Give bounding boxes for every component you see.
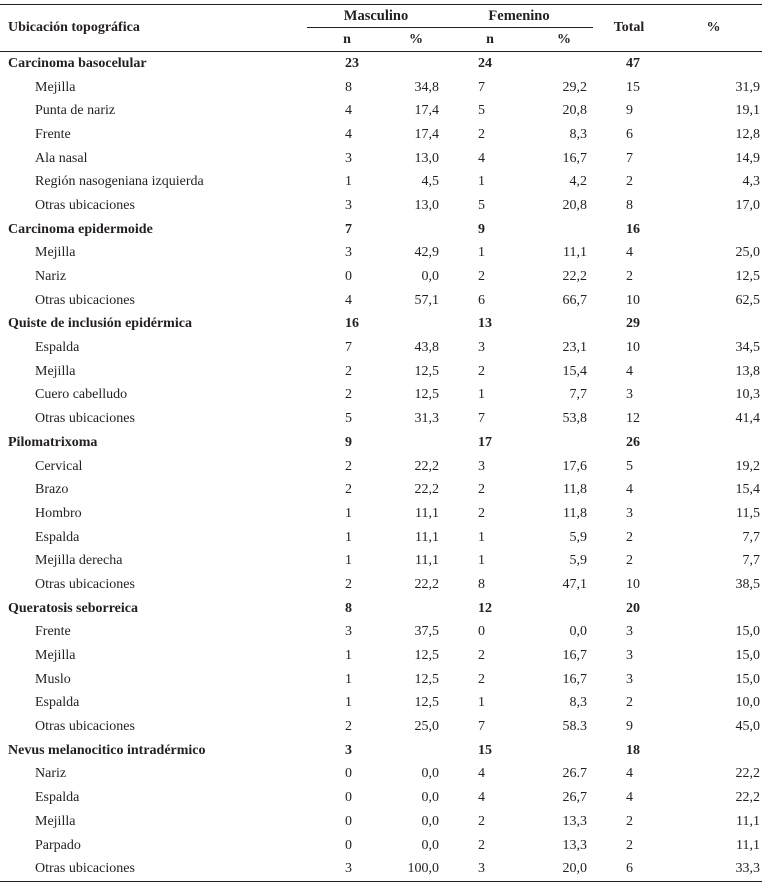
total-n-cell: 9 bbox=[626, 719, 634, 735]
total-n-cell: 2 bbox=[626, 529, 634, 545]
total-n-cell: 3 bbox=[626, 624, 634, 640]
total-pct-cell: 12,5 bbox=[735, 269, 761, 285]
header-location: Ubicación topográfica bbox=[0, 5, 307, 52]
female-n-cell: 1 bbox=[478, 553, 486, 569]
female-pct-cell: 26.7 bbox=[562, 766, 588, 782]
female-pct-cell: 5,9 bbox=[569, 529, 588, 545]
male-n-cell: 0 bbox=[345, 813, 352, 829]
female-n-cell: 1 bbox=[478, 387, 486, 403]
location-cell: Hombro bbox=[35, 505, 82, 521]
total-n-cell: 6 bbox=[593, 857, 665, 881]
table-row bbox=[0, 170, 762, 194]
header-female-pct: % bbox=[535, 28, 593, 52]
location-cell: Espalda bbox=[35, 340, 80, 356]
group-total-pct bbox=[665, 52, 762, 76]
header-female: Femenino bbox=[445, 5, 593, 28]
male-pct-cell: 34,8 bbox=[414, 79, 440, 95]
group-total: 26 bbox=[626, 434, 641, 450]
location-cell: Otras ubicaciones bbox=[35, 197, 135, 213]
location-cell: Otras ubicaciones bbox=[35, 292, 135, 308]
header-female-n: n bbox=[445, 28, 535, 52]
female-n-cell: 3 bbox=[478, 458, 486, 474]
group-total: 29 bbox=[626, 316, 641, 332]
group-total-pct bbox=[665, 431, 762, 455]
male-pct-cell: 22,2 bbox=[414, 576, 440, 592]
location-cell: Otras ubicaciones bbox=[35, 719, 135, 735]
total-n-cell: 8 bbox=[626, 197, 634, 213]
header-percent: % bbox=[665, 5, 762, 52]
table-row bbox=[0, 265, 762, 289]
male-n-cell: 3 bbox=[345, 624, 352, 640]
male-n-cell: 1 bbox=[345, 505, 352, 521]
male-n-cell: 2 bbox=[345, 482, 352, 498]
total-pct-cell: 10,0 bbox=[735, 695, 761, 711]
male-pct-cell: 100,0 bbox=[387, 857, 445, 881]
male-n-cell: 2 bbox=[345, 576, 352, 592]
female-pct-cell: 4,2 bbox=[569, 174, 588, 190]
female-pct-cell: 15,4 bbox=[562, 363, 588, 379]
group-female-pct bbox=[535, 52, 593, 76]
header-male: Masculino bbox=[307, 5, 445, 28]
group-row bbox=[0, 52, 762, 76]
male-n-cell: 2 bbox=[345, 387, 352, 403]
table-row bbox=[0, 621, 762, 645]
female-pct-cell: 20,8 bbox=[562, 197, 588, 213]
female-n-cell: 2 bbox=[478, 813, 486, 829]
group-name: Nevus melanocitico intradérmico bbox=[8, 742, 206, 758]
group-male-n: 7 bbox=[345, 221, 352, 237]
female-n-cell: 8 bbox=[478, 576, 486, 592]
female-n-cell: 2 bbox=[478, 363, 486, 379]
location-cell: Cervical bbox=[35, 458, 83, 474]
female-n-cell: 2 bbox=[478, 126, 486, 142]
group-female-pct bbox=[535, 313, 593, 337]
female-n-cell: 2 bbox=[478, 648, 486, 664]
total-pct-cell: 22,2 bbox=[735, 766, 761, 782]
total-n-cell: 5 bbox=[626, 458, 634, 474]
group-male-n: 16 bbox=[345, 316, 359, 332]
group-male-n: 8 bbox=[345, 600, 352, 616]
female-pct-cell: 16,7 bbox=[562, 648, 588, 664]
male-n-cell: 0 bbox=[345, 790, 352, 806]
male-n-cell: 7 bbox=[345, 340, 352, 356]
table-row bbox=[0, 834, 762, 858]
total-pct-cell: 14,9 bbox=[735, 150, 761, 166]
male-n-cell: 3 bbox=[345, 197, 352, 213]
table-row bbox=[0, 123, 762, 147]
total-n-cell: 10 bbox=[626, 292, 641, 308]
location-by-sex-table bbox=[0, 4, 762, 882]
total-pct-cell: 22,2 bbox=[735, 790, 761, 806]
total-pct-cell: 7,7 bbox=[742, 553, 761, 569]
male-pct-cell: 42,9 bbox=[414, 245, 440, 261]
male-n-cell: 0 bbox=[345, 766, 352, 782]
location-cell: Punta de nariz bbox=[35, 103, 116, 119]
group-male-pct bbox=[387, 218, 445, 242]
total-n-cell: 3 bbox=[626, 387, 634, 403]
female-pct-cell: 29,2 bbox=[562, 79, 588, 95]
total-n-cell: 4 bbox=[626, 766, 634, 782]
male-pct-cell: 12,5 bbox=[414, 671, 440, 687]
total-pct-cell: 41,4 bbox=[735, 411, 761, 427]
female-n-cell: 2 bbox=[478, 671, 486, 687]
group-name: Carcinoma basocelular bbox=[8, 55, 147, 71]
male-pct-cell: 17,4 bbox=[414, 103, 440, 119]
group-female-pct bbox=[535, 739, 593, 763]
group-row bbox=[0, 431, 762, 455]
table-row bbox=[0, 692, 762, 716]
male-pct-cell: 0,0 bbox=[421, 766, 440, 782]
female-n-cell: 1 bbox=[478, 695, 486, 711]
total-pct-cell: 17,0 bbox=[735, 197, 761, 213]
female-pct-cell: 16,7 bbox=[562, 150, 588, 166]
male-n-cell: 3 bbox=[307, 857, 387, 881]
male-pct-cell: 12,5 bbox=[414, 387, 440, 403]
male-n-cell: 1 bbox=[345, 174, 352, 190]
location-cell: Ala nasal bbox=[35, 150, 88, 166]
female-pct-cell: 8,3 bbox=[569, 126, 588, 142]
location-cell: Mejilla bbox=[35, 648, 76, 664]
female-pct-cell: 8,3 bbox=[569, 695, 588, 711]
total-pct-cell: 45,0 bbox=[735, 719, 761, 735]
group-name: Carcinoma epidermoide bbox=[8, 221, 153, 237]
location-cell: Muslo bbox=[35, 671, 71, 687]
total-pct-cell: 15,0 bbox=[735, 648, 761, 664]
group-female-pct bbox=[535, 431, 593, 455]
female-pct-cell: 13,3 bbox=[562, 837, 588, 853]
male-pct-cell: 11,1 bbox=[415, 529, 440, 545]
table-row bbox=[0, 549, 762, 573]
male-pct-cell: 12,5 bbox=[414, 363, 440, 379]
group-male-pct bbox=[387, 739, 445, 763]
male-pct-cell: 12,5 bbox=[414, 695, 440, 711]
female-n-cell: 7 bbox=[478, 411, 486, 427]
total-n-cell: 3 bbox=[626, 671, 634, 687]
total-n-cell: 2 bbox=[626, 174, 634, 190]
group-male-n: 23 bbox=[345, 55, 359, 71]
female-n-cell: 3 bbox=[445, 857, 535, 881]
female-pct-cell: 13,3 bbox=[562, 813, 588, 829]
total-pct-cell: 62,5 bbox=[735, 292, 761, 308]
location-cell: Espalda bbox=[35, 529, 80, 545]
group-row bbox=[0, 739, 762, 763]
location-cell: Nariz bbox=[35, 269, 67, 285]
total-pct-cell: 38,5 bbox=[735, 576, 761, 592]
female-pct-cell: 0,0 bbox=[569, 624, 588, 640]
male-n-cell: 4 bbox=[345, 103, 352, 119]
male-n-cell: 0 bbox=[345, 269, 352, 285]
total-pct-cell: 25,0 bbox=[735, 245, 761, 261]
location-cell: Mejilla bbox=[35, 79, 76, 95]
table-row bbox=[0, 147, 762, 171]
group-male-n: 3 bbox=[345, 742, 352, 758]
total-n-cell: 2 bbox=[626, 269, 634, 285]
table-row bbox=[0, 407, 762, 431]
total-n-cell: 2 bbox=[626, 813, 634, 829]
group-total: 47 bbox=[626, 55, 641, 71]
table-row bbox=[0, 573, 762, 597]
location-cell: Espalda bbox=[35, 695, 80, 711]
group-female-n: 24 bbox=[478, 55, 493, 71]
group-total: 18 bbox=[626, 742, 641, 758]
table-body bbox=[0, 52, 762, 882]
group-male-n: 9 bbox=[345, 434, 352, 450]
total-n-cell: 2 bbox=[626, 837, 634, 853]
table-row bbox=[0, 763, 762, 787]
male-pct-cell: 22,2 bbox=[414, 482, 440, 498]
group-female-n: 13 bbox=[478, 316, 493, 332]
table-row bbox=[0, 786, 762, 810]
group-total-pct bbox=[665, 218, 762, 242]
total-n-cell: 4 bbox=[626, 363, 634, 379]
female-n-cell: 5 bbox=[478, 197, 486, 213]
female-n-cell: 3 bbox=[478, 340, 486, 356]
total-n-cell: 2 bbox=[626, 695, 634, 711]
table-row bbox=[0, 857, 762, 881]
table-row bbox=[0, 668, 762, 692]
male-n-cell: 2 bbox=[345, 458, 352, 474]
total-n-cell: 7 bbox=[626, 150, 634, 166]
total-pct-cell: 33,3 bbox=[665, 857, 762, 881]
table-row bbox=[0, 810, 762, 834]
total-pct-cell: 11,1 bbox=[736, 813, 761, 829]
male-pct-cell: 13,0 bbox=[414, 150, 440, 166]
male-n-cell: 1 bbox=[345, 671, 352, 687]
male-pct-cell: 37,5 bbox=[414, 624, 440, 640]
total-pct-cell: 11,1 bbox=[736, 837, 761, 853]
group-name: Pilomatrixoma bbox=[8, 434, 98, 450]
group-female-n: 12 bbox=[478, 600, 493, 616]
group-male-pct bbox=[387, 597, 445, 621]
male-n-cell: 1 bbox=[345, 648, 352, 664]
male-pct-cell: 22,2 bbox=[414, 458, 440, 474]
location-cell: Frente bbox=[35, 126, 71, 142]
group-female-n: 9 bbox=[478, 221, 486, 237]
female-n-cell: 1 bbox=[478, 174, 486, 190]
male-n-cell: 2 bbox=[345, 719, 352, 735]
group-total-pct bbox=[665, 739, 762, 763]
female-pct-cell: 22,2 bbox=[562, 269, 588, 285]
female-n-cell: 6 bbox=[478, 292, 486, 308]
female-pct-cell: 11,1 bbox=[563, 245, 588, 261]
male-n-cell: 5 bbox=[345, 411, 352, 427]
total-pct-cell: 10,3 bbox=[735, 387, 761, 403]
total-n-cell: 15 bbox=[626, 79, 641, 95]
total-n-cell: 10 bbox=[626, 340, 641, 356]
total-n-cell: 3 bbox=[626, 648, 634, 664]
location-cell: Mejilla derecha bbox=[35, 553, 123, 569]
total-pct-cell: 15,4 bbox=[735, 482, 761, 498]
location-cell: Otras ubicaciones bbox=[0, 857, 307, 881]
table-row bbox=[0, 336, 762, 360]
female-n-cell: 5 bbox=[478, 103, 486, 119]
group-female-pct bbox=[535, 597, 593, 621]
total-pct-cell: 11,5 bbox=[736, 505, 761, 521]
location-cell: Mejilla bbox=[35, 363, 76, 379]
table-row bbox=[0, 194, 762, 218]
female-pct-cell: 5,9 bbox=[569, 553, 588, 569]
male-n-cell: 1 bbox=[345, 553, 352, 569]
group-female-n: 15 bbox=[478, 742, 493, 758]
total-n-cell: 4 bbox=[626, 482, 634, 498]
female-pct-cell: 11,8 bbox=[563, 482, 588, 498]
male-n-cell: 4 bbox=[345, 126, 352, 142]
location-cell: Mejilla bbox=[35, 245, 76, 261]
female-pct-cell: 17,6 bbox=[562, 458, 588, 474]
male-pct-cell: 0,0 bbox=[421, 269, 440, 285]
group-name: Quiste de inclusión epidérmica bbox=[8, 316, 192, 332]
male-pct-cell: 43,8 bbox=[414, 340, 440, 356]
group-female-n: 17 bbox=[478, 434, 493, 450]
male-pct-cell: 0,0 bbox=[421, 837, 440, 853]
group-male-pct bbox=[387, 52, 445, 76]
group-name: Queratosis seborreica bbox=[8, 600, 138, 616]
total-n-cell: 4 bbox=[626, 245, 634, 261]
male-pct-cell: 57,1 bbox=[414, 292, 440, 308]
female-pct-cell: 20,0 bbox=[535, 857, 593, 881]
table-row bbox=[0, 455, 762, 479]
total-pct-cell: 19,2 bbox=[735, 458, 761, 474]
header-total: Total bbox=[593, 5, 665, 52]
group-male-pct bbox=[387, 431, 445, 455]
table-row bbox=[0, 644, 762, 668]
location-cell: Otras ubicaciones bbox=[35, 411, 135, 427]
female-n-cell: 2 bbox=[478, 269, 486, 285]
location-cell: Cuero cabelludo bbox=[35, 387, 128, 403]
female-n-cell: 7 bbox=[478, 79, 486, 95]
female-n-cell: 0 bbox=[478, 624, 486, 640]
total-n-cell: 4 bbox=[626, 790, 634, 806]
total-pct-cell: 12,8 bbox=[735, 126, 761, 142]
total-pct-cell: 19,1 bbox=[735, 103, 761, 119]
table-row bbox=[0, 715, 762, 739]
male-pct-cell: 31,3 bbox=[414, 411, 440, 427]
group-row bbox=[0, 218, 762, 242]
location-cell: Frente bbox=[35, 624, 71, 640]
group-row bbox=[0, 313, 762, 337]
group-row bbox=[0, 597, 762, 621]
total-pct-cell: 7,7 bbox=[742, 529, 761, 545]
header-male-pct: % bbox=[387, 28, 445, 52]
male-n-cell: 1 bbox=[345, 695, 352, 711]
male-pct-cell: 13,0 bbox=[414, 197, 440, 213]
header-male-n: n bbox=[307, 28, 387, 52]
table-row bbox=[0, 242, 762, 266]
female-n-cell: 7 bbox=[478, 719, 486, 735]
female-pct-cell: 20,8 bbox=[562, 103, 588, 119]
total-n-cell: 12 bbox=[626, 411, 641, 427]
group-female-pct bbox=[535, 218, 593, 242]
location-cell: Parpado bbox=[35, 837, 81, 853]
table-row bbox=[0, 478, 762, 502]
location-cell: Nariz bbox=[35, 766, 67, 782]
female-pct-cell: 7,7 bbox=[569, 387, 588, 403]
table-row bbox=[0, 99, 762, 123]
male-pct-cell: 11,1 bbox=[415, 553, 440, 569]
table-header bbox=[0, 5, 762, 52]
location-cell: Mejilla bbox=[35, 813, 76, 829]
female-pct-cell: 53,8 bbox=[562, 411, 588, 427]
total-n-cell: 10 bbox=[626, 576, 641, 592]
group-total: 20 bbox=[626, 600, 641, 616]
total-n-cell: 9 bbox=[626, 103, 634, 119]
total-n-cell: 2 bbox=[626, 553, 634, 569]
female-pct-cell: 58.3 bbox=[562, 719, 588, 735]
table-row bbox=[0, 289, 762, 313]
male-pct-cell: 25,0 bbox=[414, 719, 440, 735]
male-n-cell: 4 bbox=[345, 292, 352, 308]
male-n-cell: 8 bbox=[345, 79, 352, 95]
group-total-pct bbox=[665, 597, 762, 621]
total-pct-cell: 31,9 bbox=[735, 79, 761, 95]
female-pct-cell: 23,1 bbox=[562, 340, 588, 356]
female-n-cell: 2 bbox=[478, 482, 486, 498]
female-n-cell: 2 bbox=[478, 837, 486, 853]
female-pct-cell: 11,8 bbox=[563, 505, 588, 521]
female-n-cell: 1 bbox=[478, 529, 486, 545]
female-n-cell: 4 bbox=[478, 790, 486, 806]
male-pct-cell: 0,0 bbox=[421, 813, 440, 829]
group-total: 16 bbox=[626, 221, 641, 237]
male-n-cell: 3 bbox=[345, 150, 352, 166]
male-n-cell: 1 bbox=[345, 529, 352, 545]
total-pct-cell: 13,8 bbox=[735, 363, 761, 379]
male-n-cell: 2 bbox=[345, 363, 352, 379]
group-total-pct bbox=[665, 313, 762, 337]
male-n-cell: 0 bbox=[345, 837, 352, 853]
female-pct-cell: 26,7 bbox=[562, 790, 588, 806]
table-row bbox=[0, 360, 762, 384]
total-pct-cell: 4,3 bbox=[742, 174, 761, 190]
location-cell: Otras ubicaciones bbox=[35, 576, 135, 592]
male-pct-cell: 12,5 bbox=[414, 648, 440, 664]
total-n-cell: 6 bbox=[626, 126, 634, 142]
total-n-cell: 3 bbox=[626, 505, 634, 521]
female-n-cell: 1 bbox=[478, 245, 486, 261]
total-pct-cell: 34,5 bbox=[735, 340, 761, 356]
male-pct-cell: 11,1 bbox=[415, 505, 440, 521]
female-pct-cell: 66,7 bbox=[562, 292, 588, 308]
total-pct-cell: 15,0 bbox=[735, 671, 761, 687]
group-male-pct bbox=[387, 313, 445, 337]
location-cell: Espalda bbox=[35, 790, 80, 806]
location-cell: Brazo bbox=[35, 482, 69, 498]
table-row bbox=[0, 502, 762, 526]
table-row bbox=[0, 384, 762, 408]
male-pct-cell: 0,0 bbox=[421, 790, 440, 806]
table-row bbox=[0, 526, 762, 550]
male-pct-cell: 4,5 bbox=[421, 174, 440, 190]
female-pct-cell: 47,1 bbox=[562, 576, 588, 592]
female-n-cell: 4 bbox=[478, 766, 486, 782]
female-pct-cell: 16,7 bbox=[562, 671, 588, 687]
female-n-cell: 4 bbox=[478, 150, 486, 166]
location-cell: Región nasogeniana izquierda bbox=[35, 174, 204, 190]
male-pct-cell: 17,4 bbox=[414, 126, 440, 142]
table-row bbox=[0, 76, 762, 100]
male-n-cell: 3 bbox=[345, 245, 352, 261]
total-pct-cell: 15,0 bbox=[735, 624, 761, 640]
female-n-cell: 2 bbox=[478, 505, 486, 521]
